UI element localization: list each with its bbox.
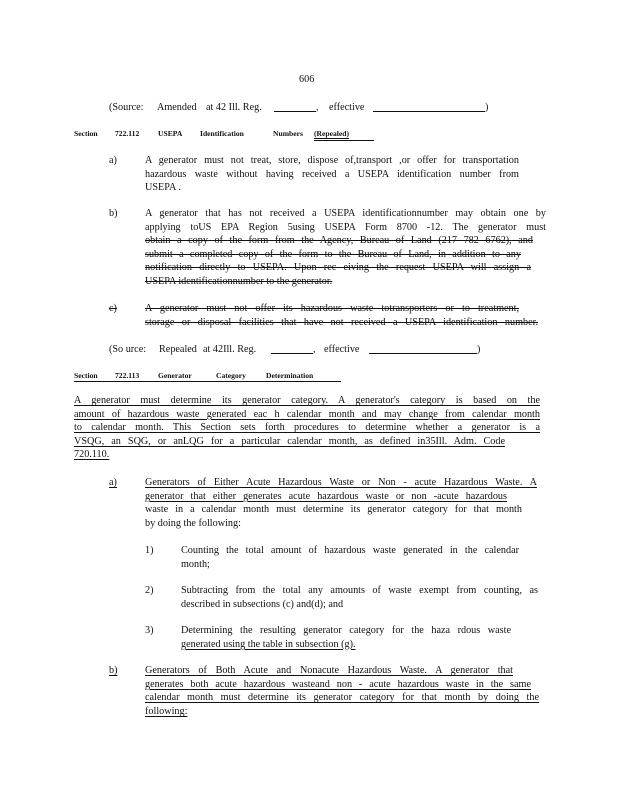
text-line: amount of hazardous waste generated eac h calendar month and may change from calendar month	[74, 408, 540, 420]
text-line: generates both acute hazardous wasteand non - acute hazardous waste in the same	[145, 678, 531, 690]
text-line: described in subsections (c) and(d); and	[181, 598, 344, 610]
text-line: Counting the total amount of hazardous waste generated in the calendar	[181, 545, 519, 556]
text-line: A generator that has not received a USEPA identificationnumber may obtain one by	[145, 208, 546, 219]
item-label: 1)	[145, 545, 154, 556]
subsection-a-text	[145, 476, 537, 530]
source-register-ref: at 42Ill. Reg.	[203, 344, 257, 355]
text-line: hazardous waste without having received a USEPA identification number from	[145, 168, 519, 180]
register-blank	[274, 102, 316, 112]
item-2-text	[181, 584, 538, 611]
text-line: 720.110.	[74, 449, 110, 461]
deleted-text-line: USEPA identificationnumber to the generator.	[145, 275, 333, 287]
section-repealed-tag: (Repealed)	[314, 129, 350, 138]
subsection-label: a)	[109, 155, 117, 166]
text-line: A generator must not treat, store, dispose of,transport ,or offer for transportation	[145, 155, 519, 166]
deleted-text-line: A generator must not offer its hazardous waste totransporters or to treatment,	[145, 303, 519, 314]
text-line: applying toUS EPA Region 5using USEPA Form 8700 -12. The generator must	[145, 221, 546, 233]
section-number: 722.113	[115, 371, 140, 380]
text-line: waste in a calendar month must determine its generator category for that month	[145, 504, 522, 516]
deleted-text-line: submit a completed copy of the form to the Bureau of Land, in addition to any	[145, 248, 521, 260]
section-title-word: Generator	[158, 371, 192, 380]
item-label: 2)	[145, 585, 154, 596]
source-close: )	[477, 344, 481, 355]
item-label: 3)	[145, 625, 154, 636]
heading-underline	[74, 381, 341, 382]
source-label: (Source:	[109, 102, 144, 113]
source-comma: ,	[313, 344, 316, 355]
source-effective: effective	[329, 102, 365, 113]
text-line: generator that either generates acute hazardous waste or non -acute hazardous	[145, 490, 507, 502]
text-line: Generators of Either Acute Hazardous Waste or Non - acute Hazardous Waste. A	[145, 477, 537, 488]
effective-blank	[373, 102, 485, 112]
text-line: Subtracting from the total any amounts of waste exempt from counting, as	[181, 585, 538, 596]
text-line: generated using the table in subsection (g).	[181, 638, 356, 650]
effective-blank	[369, 344, 477, 354]
subsection-b-text	[145, 207, 546, 289]
text-line: by doing the following:	[145, 517, 241, 529]
item-3-text	[181, 624, 511, 651]
section-title-word: USEPA	[158, 129, 183, 138]
subsection-c-text	[145, 302, 538, 329]
section-title-word: Identification	[200, 129, 244, 138]
subsection-b-text	[145, 664, 539, 718]
section-label: Section	[74, 129, 98, 138]
subsection-label: b)	[109, 665, 118, 676]
register-blank	[271, 344, 313, 354]
text-line: USEPA .	[145, 182, 181, 194]
deleted-text-line: storage or disposal facilities that have not received a USEPA identification number.	[145, 316, 538, 328]
source-label: (So urce:	[109, 344, 147, 355]
heading-underline	[314, 140, 374, 141]
source-amended: Amended	[157, 102, 197, 113]
source-register-ref: at 42 Ill. Reg.	[206, 102, 262, 113]
subsection-label: b)	[109, 208, 118, 219]
section-113-intro	[74, 394, 540, 462]
text-line: Determining the resulting generator category for the haza rdous waste	[181, 625, 511, 636]
page-number: 606	[299, 74, 315, 85]
text-line: A generator must determine its generator category. A generator's category is based on the	[74, 395, 540, 406]
section-title-word: Determination	[266, 371, 314, 380]
deleted-text-line: obtain a copy of the form from the Agency, Bureau of Land (217 782 6762), and	[145, 235, 533, 247]
text-line: following:	[145, 705, 188, 717]
text-line: calendar month must determine its generator category for that month by doing the	[145, 692, 539, 704]
section-number: 722.112	[115, 129, 140, 138]
deleted-text-line: notification directly to USEPA. Upon rec eiving the request USEPA will assign a	[145, 262, 531, 274]
subsection-label-deleted: c)	[109, 303, 117, 314]
text-line: to calendar month. This Section sets forth procedures to determine whether a generator is a	[74, 422, 540, 434]
item-1-text	[181, 544, 519, 571]
text-line: month;	[181, 558, 210, 570]
source-effective: effective	[324, 344, 360, 355]
source-close: )	[485, 102, 489, 113]
section-title-word: Numbers	[273, 129, 303, 138]
text-line: VSQG, an SQG, or anLQG for a particular calendar month, as defined in35Ill. Adm. Code	[74, 435, 505, 447]
source-repealed: Repealed	[159, 344, 197, 355]
subsection-a-text	[145, 154, 519, 195]
source-comma: ,	[316, 102, 319, 113]
section-label: Section	[74, 371, 98, 380]
text-line: Generators of Both Acute and Nonacute Hazardous Waste. A generator that	[145, 665, 513, 676]
subsection-label: a)	[109, 477, 117, 488]
section-title-word: Category	[216, 371, 246, 380]
